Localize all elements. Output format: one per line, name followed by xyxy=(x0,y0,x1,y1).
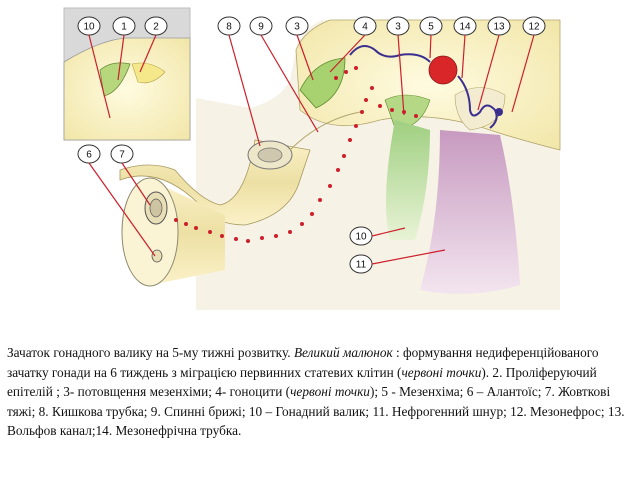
label-3b: 3 xyxy=(395,21,401,33)
label-9: 9 xyxy=(258,21,264,33)
label-8: 8 xyxy=(226,21,232,33)
figure-caption xyxy=(7,343,635,441)
label-7: 7 xyxy=(119,149,125,161)
caption-emphasis: червоні точки xyxy=(401,364,482,380)
label-14: 14 xyxy=(459,21,471,33)
caption-part: Зачаток гонадного валику на 5-му тижні розвитку. xyxy=(7,345,291,360)
caption-emphasis: Великий малюнок xyxy=(293,345,393,360)
label-6: 6 xyxy=(86,149,92,161)
label-5: 5 xyxy=(428,21,434,33)
label-3a: 3 xyxy=(294,21,300,33)
caption-part: ); 5 - Мезенхіма; 6 – Алантоїс; 7. Жовткові тяжі; 8. Кишкова трубка; 9. Спинні брижі; 10 – Гонадний валик; 11. Нефрогенний шнур; 12. Мезонефрос; 13. Вольфов канал;14. Мезонефрічна трубка. xyxy=(7,384,625,439)
label-10b: 10 xyxy=(355,231,367,243)
label-12: 12 xyxy=(528,21,540,33)
label-4: 4 xyxy=(362,21,368,33)
caption-emphasis: червоні точки xyxy=(290,384,370,400)
label-1: 1 xyxy=(121,21,127,33)
label-13: 13 xyxy=(493,21,505,33)
caption-part: : формування недиференційованого зачатку гонади на 6 тиждень з міграцією первинних статевих клітин ( xyxy=(7,345,599,380)
caption-part: ). 2. Проліферуючий епітелій ; 3- потовщення мезенхіми; 4- гоноцити ( xyxy=(7,364,597,400)
label-2: 2 xyxy=(153,21,159,33)
label-10: 10 xyxy=(83,21,95,33)
label-11: 11 xyxy=(355,259,367,271)
